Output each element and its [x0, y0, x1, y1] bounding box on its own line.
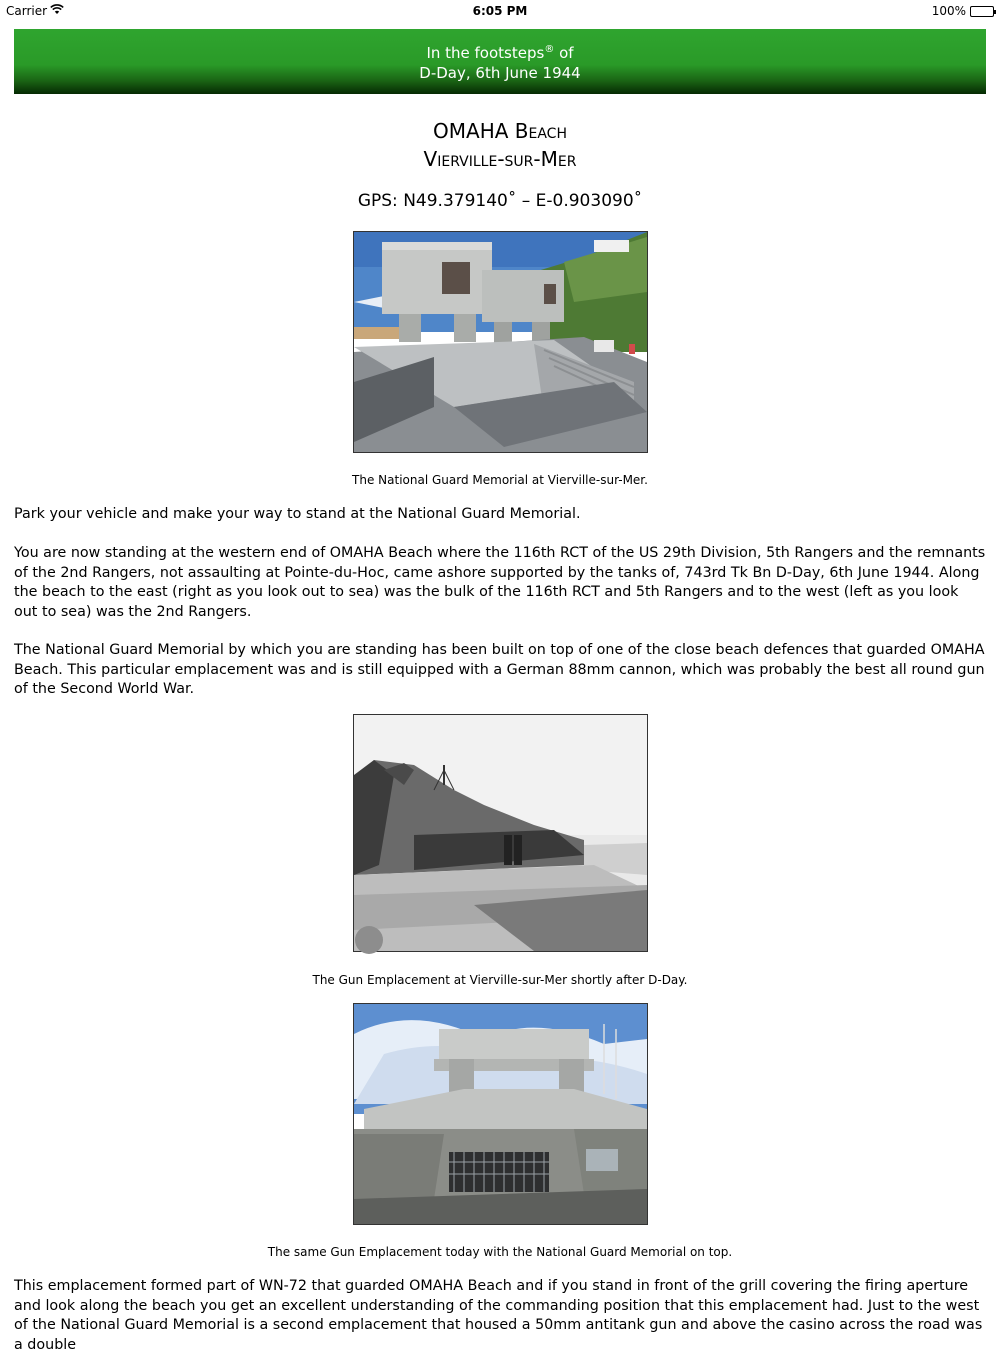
- caption-photo-1: The National Guard Memorial at Vierville-sur-Mer.: [352, 473, 648, 487]
- gps-coordinates: GPS: N49.379140˚ – E-0.903090˚: [357, 191, 643, 211]
- registered-mark: ®: [544, 44, 555, 55]
- banner-title: [14, 40, 986, 63]
- paragraph-1: Park your vehicle and make your way to stand at the National Guard Memorial.: [14, 506, 581, 522]
- paragraph-3: The National Guard Memorial by which you are standing has been built on top of one of the close beach defences that guarded OMAHA Beach. This particular emplacement was and is still equipped with a German 88mm cannon, which was probably the best all round gun of the Second World War.: [14, 642, 985, 697]
- photo-national-guard-memorial: [353, 231, 648, 453]
- banner-title-end: of: [554, 44, 574, 62]
- battery-percent: 100%: [931, 4, 966, 18]
- caption-photo-3: The same Gun Emplacement today with the National Guard Memorial on top.: [267, 1245, 733, 1259]
- paragraph-4: This emplacement formed part of WN-72 that guarded OMAHA Beach and if you stand in front of the grill covering the firing aperture and look along the beach you get an excellent understanding of the commanding position that this emplacement had. Just to the west of the National Guard Memorial is a second emplacement that housed a 50mm antitank gun and above the casino across the road was a double: [14, 1278, 983, 1353]
- clock: 6:05 PM: [472, 4, 528, 18]
- paragraph-2: You are now standing at the western end of OMAHA Beach where the 116th RCT of the US 29th Division, 5th Rangers and the remnants of the 2nd Rangers, not assaulting at Pointe-du-Hoc, came ashore supported by the tanks of, 743rd Tk Bn D-Day, 6th June 1944. Along the beach to the east (right as you look out to sea) was the bulk of the 116th RCT and 5th Rangers and to the west (left as you look out to sea) was the 2nd Rangers.: [14, 545, 986, 620]
- status-bar: [0, 0, 1000, 22]
- photo-gun-emplacement-today: [353, 1003, 648, 1225]
- header-banner: [14, 29, 986, 94]
- title-town: Vierville-sur-Mer: [423, 147, 577, 171]
- photo-gun-emplacement-historic: [353, 714, 648, 952]
- battery-indicator: [932, 4, 994, 18]
- title-beach: OMAHA Beach: [433, 119, 567, 143]
- caption-photo-2: The Gun Emplacement at Vierville-sur-Mer shortly after D-Day.: [312, 973, 688, 987]
- battery-icon: [970, 6, 994, 17]
- page-title: [0, 117, 1000, 173]
- banner-subtitle: D-Day, 6th June 1944: [419, 64, 581, 82]
- carrier-label: Carrier: [6, 4, 48, 18]
- banner-title-text: In the footsteps: [426, 44, 545, 62]
